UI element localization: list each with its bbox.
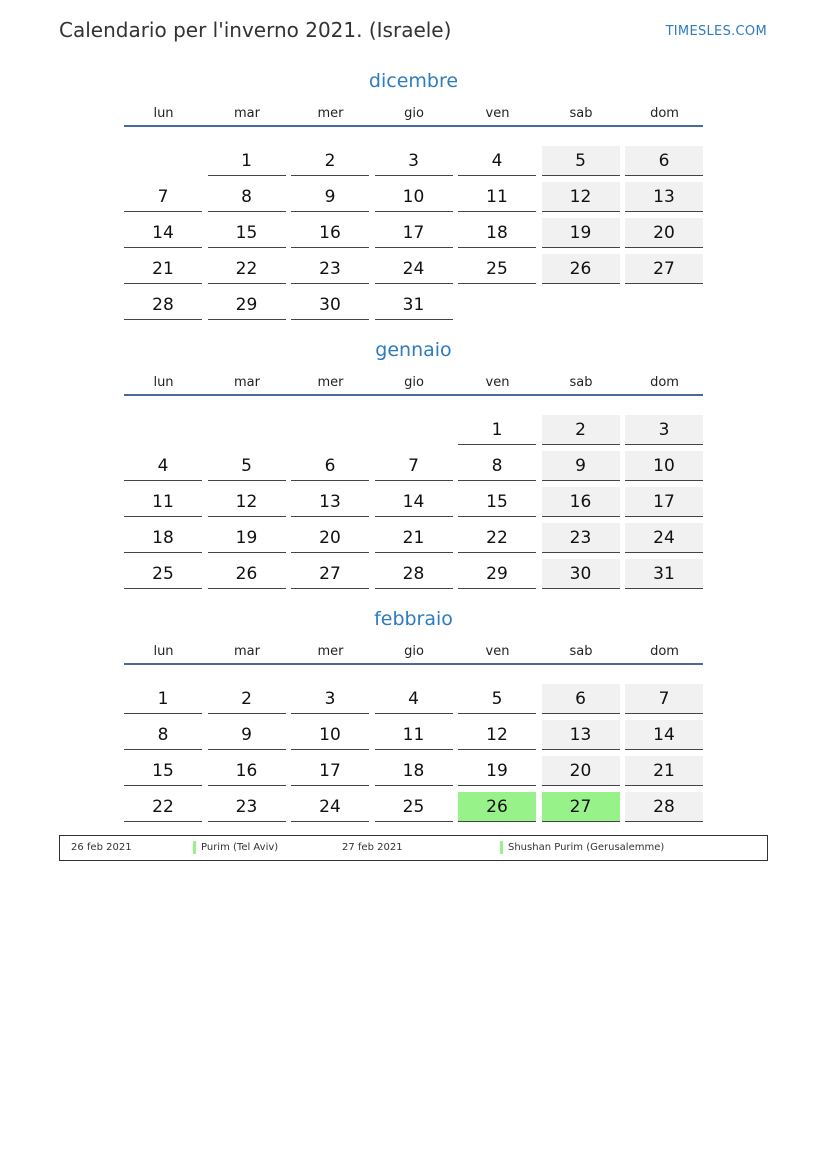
page-title: Calendario per l'inverno 2021. (Israele) <box>59 18 452 42</box>
day-cell: 27 <box>291 559 369 589</box>
day-cell: 26 <box>542 254 620 284</box>
day-cell: 29 <box>458 559 536 589</box>
day-cell: 4 <box>375 684 453 714</box>
day-cell: 26 <box>208 559 286 589</box>
day-cell: 11 <box>375 720 453 750</box>
day-cell: 7 <box>124 182 202 212</box>
day-cell: 23 <box>542 523 620 553</box>
weekday-label: ven <box>485 106 510 121</box>
weekday-header-row <box>124 375 703 395</box>
month-gennaio <box>124 339 703 599</box>
month-febbraio <box>124 608 703 868</box>
day-cell: 5 <box>208 451 286 481</box>
day-cell: 7 <box>625 684 703 714</box>
month-title: gennaio <box>375 339 452 361</box>
day-cell: 31 <box>375 290 453 320</box>
day-cell: 20 <box>291 523 369 553</box>
holiday-legend <box>59 835 768 861</box>
weekday-label: lun <box>153 375 174 390</box>
day-cell: 8 <box>208 182 286 212</box>
day-cell: 4 <box>458 146 536 176</box>
day-cell: 15 <box>458 487 536 517</box>
holiday-day-cell: 26 <box>458 792 536 822</box>
day-cell: 25 <box>124 559 202 589</box>
month-dicembre <box>124 70 703 330</box>
day-cell: 1 <box>124 684 202 714</box>
header-rule <box>124 125 703 127</box>
header-rule <box>124 663 703 665</box>
day-cell: 3 <box>291 684 369 714</box>
day-cell: 5 <box>542 146 620 176</box>
day-cell: 27 <box>625 254 703 284</box>
day-cell: 25 <box>375 792 453 822</box>
day-cell: 19 <box>458 756 536 786</box>
day-cell: 23 <box>291 254 369 284</box>
legend-color-marker <box>193 841 196 854</box>
weekday-label: lun <box>153 644 174 659</box>
day-cell: 9 <box>542 451 620 481</box>
weekday-label: mer <box>317 644 344 659</box>
weekday-label: dom <box>650 644 679 659</box>
day-cell: 13 <box>625 182 703 212</box>
day-cell: 10 <box>625 451 703 481</box>
site-link[interactable]: TIMESLES.COM <box>665 24 767 39</box>
day-cell: 13 <box>542 720 620 750</box>
day-cell: 14 <box>124 218 202 248</box>
day-cell: 9 <box>208 720 286 750</box>
day-cell: 21 <box>124 254 202 284</box>
weekday-label: mar <box>234 375 260 390</box>
weekday-label: sab <box>569 106 593 121</box>
weekday-label: ven <box>485 644 510 659</box>
day-cell: 23 <box>208 792 286 822</box>
day-cell: 6 <box>542 684 620 714</box>
day-cell: 9 <box>291 182 369 212</box>
day-cell: 2 <box>208 684 286 714</box>
month-title: febbraio <box>374 608 453 630</box>
day-cell: 15 <box>208 218 286 248</box>
legend-holiday-name: Purim (Tel Aviv) <box>201 842 279 853</box>
weekday-label: sab <box>569 644 593 659</box>
day-cell: 2 <box>291 146 369 176</box>
weekday-label: ven <box>485 375 510 390</box>
day-cell: 6 <box>625 146 703 176</box>
weekday-header-row <box>124 106 703 126</box>
day-cell: 20 <box>542 756 620 786</box>
day-cell: 24 <box>625 523 703 553</box>
day-cell: 25 <box>458 254 536 284</box>
day-cell: 1 <box>208 146 286 176</box>
day-cell: 6 <box>291 451 369 481</box>
holiday-day-cell: 27 <box>542 792 620 822</box>
weekday-label: gio <box>404 644 424 659</box>
legend-color-marker <box>500 841 503 854</box>
day-cell: 16 <box>291 218 369 248</box>
weekday-label: dom <box>650 375 679 390</box>
day-cell: 28 <box>375 559 453 589</box>
day-cell: 28 <box>625 792 703 822</box>
day-cell: 1 <box>458 415 536 445</box>
month-title: dicembre <box>368 70 459 92</box>
day-cell: 7 <box>375 451 453 481</box>
day-cell: 28 <box>124 290 202 320</box>
day-cell: 14 <box>375 487 453 517</box>
day-cell: 30 <box>542 559 620 589</box>
day-cell: 8 <box>124 720 202 750</box>
header-rule <box>124 394 703 396</box>
day-cell: 13 <box>291 487 369 517</box>
day-cell: 30 <box>291 290 369 320</box>
day-cell: 18 <box>124 523 202 553</box>
day-cell: 19 <box>542 218 620 248</box>
legend-date: 26 feb 2021 <box>71 842 132 853</box>
weekday-header-row <box>124 644 703 664</box>
day-cell: 11 <box>458 182 536 212</box>
day-cell: 17 <box>625 487 703 517</box>
legend-date: 27 feb 2021 <box>342 842 403 853</box>
day-cell: 2 <box>542 415 620 445</box>
day-cell: 10 <box>291 720 369 750</box>
day-cell: 16 <box>208 756 286 786</box>
day-cell: 8 <box>458 451 536 481</box>
day-cell: 17 <box>375 218 453 248</box>
day-cell: 16 <box>542 487 620 517</box>
day-cell: 24 <box>375 254 453 284</box>
day-cell: 29 <box>208 290 286 320</box>
day-cell: 31 <box>625 559 703 589</box>
day-cell: 4 <box>124 451 202 481</box>
day-cell: 12 <box>458 720 536 750</box>
weekday-label: dom <box>650 106 679 121</box>
day-cell: 18 <box>375 756 453 786</box>
day-cell: 19 <box>208 523 286 553</box>
day-cell: 15 <box>124 756 202 786</box>
weekday-label: mar <box>234 644 260 659</box>
day-cell: 12 <box>208 487 286 517</box>
day-cell: 12 <box>542 182 620 212</box>
day-cell: 21 <box>625 756 703 786</box>
weekday-label: sab <box>569 375 593 390</box>
day-cell: 24 <box>291 792 369 822</box>
weekday-label: gio <box>404 106 424 121</box>
weekday-label: mer <box>317 106 344 121</box>
day-cell: 22 <box>458 523 536 553</box>
day-cell: 3 <box>625 415 703 445</box>
day-cell: 18 <box>458 218 536 248</box>
day-cell: 14 <box>625 720 703 750</box>
day-cell: 17 <box>291 756 369 786</box>
weekday-label: gio <box>404 375 424 390</box>
day-cell: 10 <box>375 182 453 212</box>
day-cell: 11 <box>124 487 202 517</box>
day-cell: 22 <box>208 254 286 284</box>
day-cell: 3 <box>375 146 453 176</box>
day-cell: 5 <box>458 684 536 714</box>
weekday-label: lun <box>153 106 174 121</box>
day-cell: 22 <box>124 792 202 822</box>
weekday-label: mer <box>317 375 344 390</box>
legend-holiday-name: Shushan Purim (Gerusalemme) <box>508 842 665 853</box>
day-cell: 20 <box>625 218 703 248</box>
weekday-label: mar <box>234 106 260 121</box>
day-cell: 21 <box>375 523 453 553</box>
